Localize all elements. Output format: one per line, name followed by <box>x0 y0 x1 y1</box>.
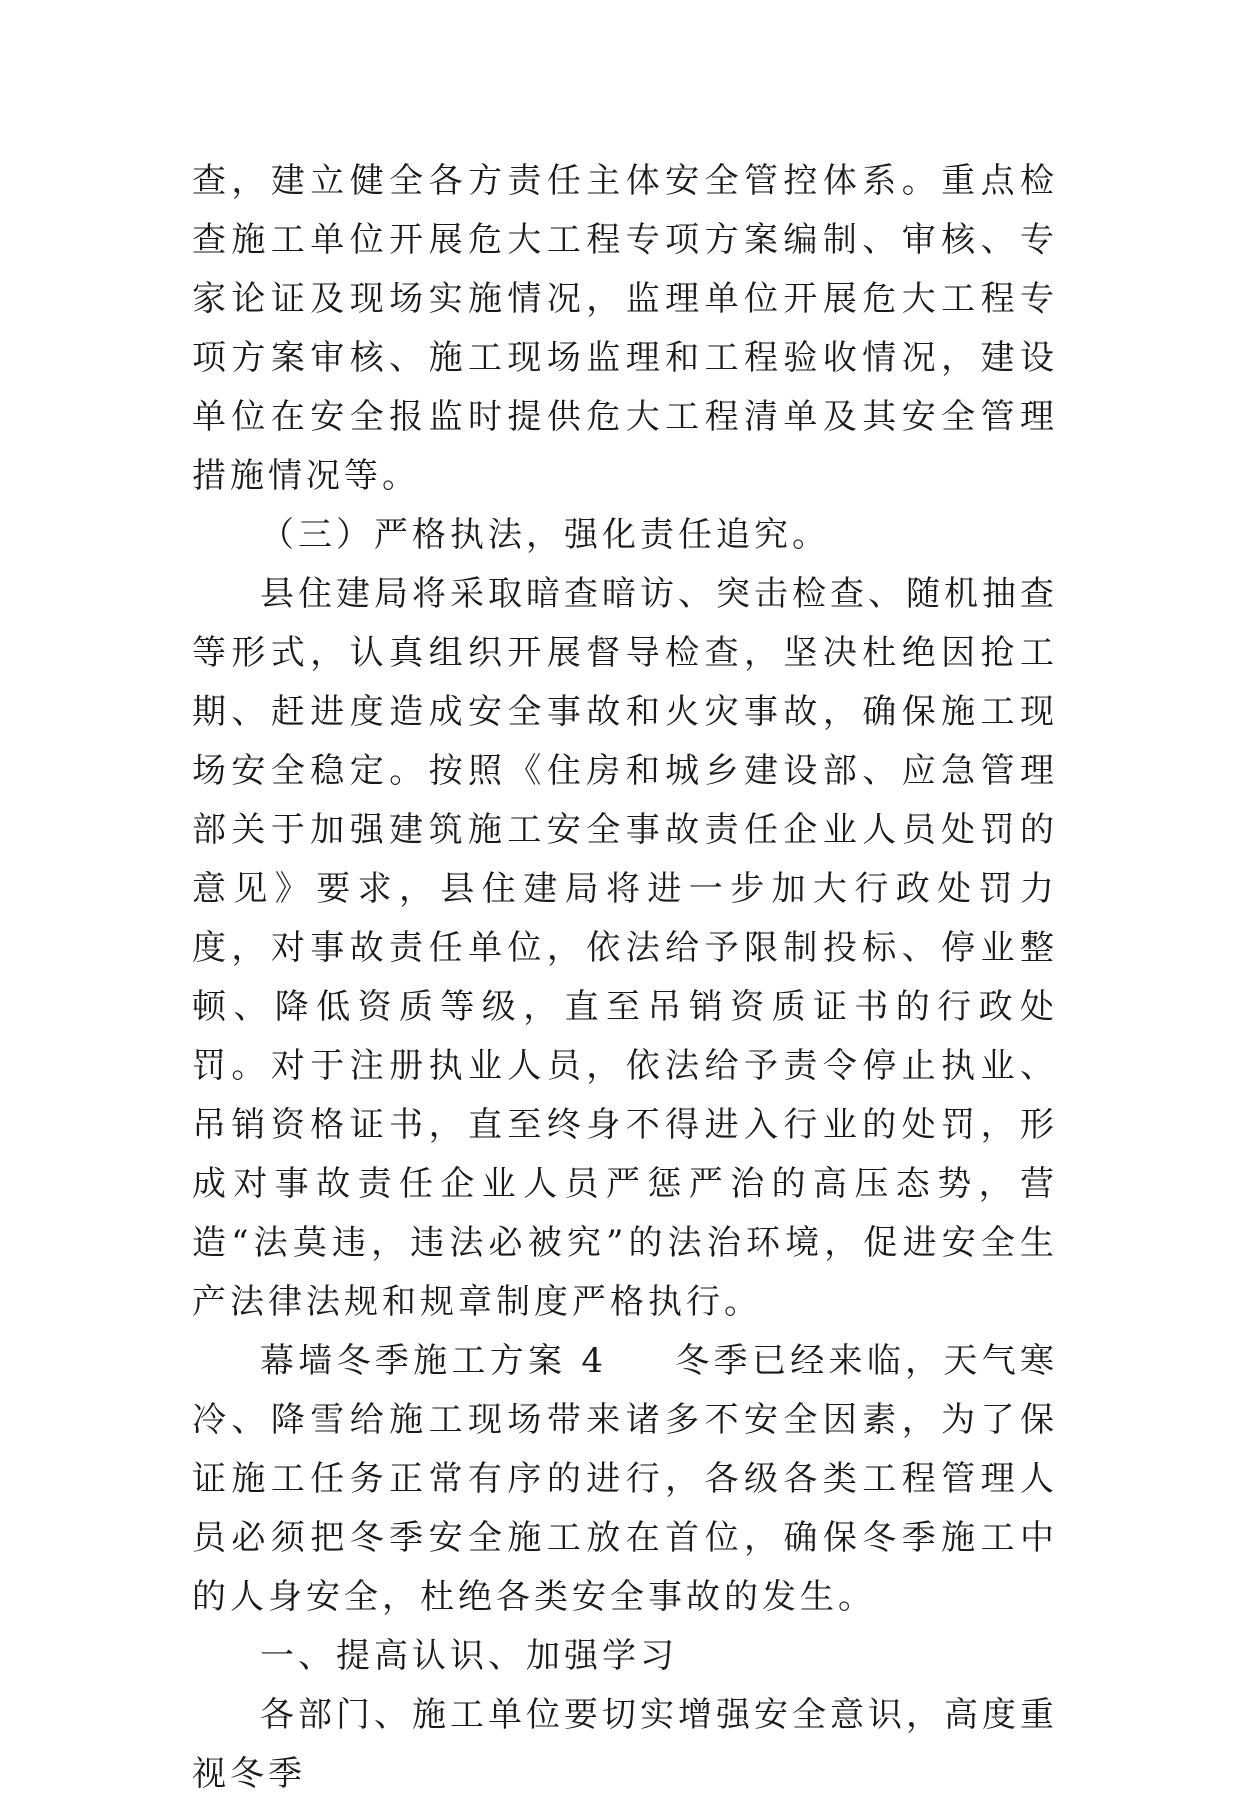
paragraph-awareness: 各部门、施工单位要切实增强安全意识，高度重视冬季 <box>192 1695 1058 1794</box>
section-heading-one: 一、提高认识、加强学习 <box>260 1636 678 1676</box>
paragraph-winter-plan <box>192 1332 1058 1627</box>
section-heading-three: （三）严格执法，强化责任追究。 <box>260 515 830 555</box>
document-body <box>192 152 1058 1804</box>
plan-title: 幕墙冬季施工方案 4 <box>260 1341 608 1381</box>
plan-intro: 冬季已经来临，天气寒冷、降雪给施工现场带来诸多不安全因素，为了保证施工任务正常有序的进行，各级各类工程管理人员必须把冬季安全施工放在首位，确保冬季施工中的人身安全，杜绝各类安全事故的发生。 <box>192 1341 1058 1617</box>
paragraph-continuation: 查，建立健全各方责任主体安全管控体系。重点检查施工单位开展危大工程专项方案编制、审核、专家论证及现场实施情况，监理单位开展危大工程专项方案审核、施工现场监理和工程验收情况，建设单位在安全报监时提供危大工程清单及其安全管理措施情况等。 <box>192 161 1058 496</box>
paragraph-enforcement: 县住建局将采取暗查暗访、突击检查、随机抽查等形式，认真组织开展督导检查，坚决杜绝因抢工期、赶进度造成安全事故和火灾事故，确保施工现场安全稳定。按照《住房和城乡建设部、应急管理部关于加强建筑施工安全事故责任企业人员处罚的意见》要求，县住建局将进一步加大行政处罚力度，对事故责任单位，依法给予限制投标、停业整顿、降低资质等级，直至吊销资质证书的行政处罚。对于注册执业人员，依法给予责令停止执业、吊销资格证书，直至终身不得进入行业的处罚，形成对事故责任企业人员严惩严治的高压态势，营造“法莫违，违法必被究”的法治环境，促进安全生产法律法规和规章制度严格执行。 <box>192 574 1058 1322</box>
